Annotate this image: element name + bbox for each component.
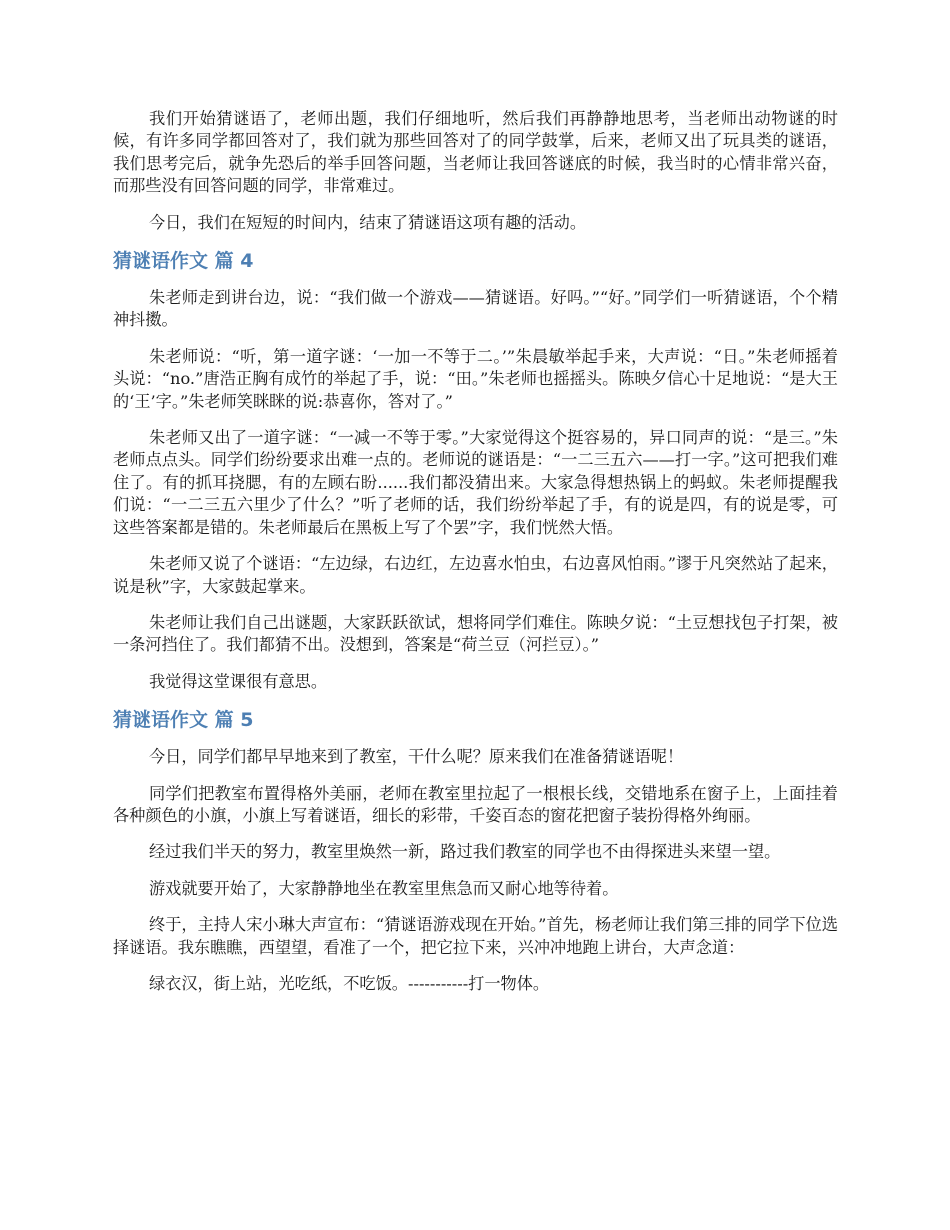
paragraph: 同学们把教室布置得格外美丽，老师在教室里拉起了一根根长线，交错地系在窗子上，上面挂着各种颜色的小旗，小旗上写着谜语，细长的彩带，千姿百态的窗花把窗子装扮得格外绚丽。: [113, 783, 838, 825]
paragraph: 朱老师又说了个谜语：“左边绿，右边红，左边喜水怕虫，右边喜风怕雨。”谬于凡突然站了起来，说是秋”字，大家鼓起掌来。: [113, 554, 838, 596]
paragraph: 我觉得这堂课很有意思。: [149, 671, 328, 691]
paragraph: 经过我们半天的努力，教室里焕然一新，路过我们教室的同学也不由得探进头来望一望。: [149, 842, 781, 862]
paragraph: 朱老师又出了一道字谜：“一减一不等于零。”大家觉得这个挺容易的，异口同声的说：“是三。”朱老师点点头。同学们纷纷要求出难一点的。老师说的谜语是：“一二三五六——打一字。”这可把我们难住了。有的抓耳挠腮，有的左顾右盼......我们都没猜出来。大家急得想热锅上的蚂蚁。朱老师提醒我们说：“一二三五六里少了什么？”听了老师的话，我们纷纷举起了手，有的说是四，有的说是零，可这些答案都是错的。朱老师最后在黑板上写了个罢”字，我们恍然大悟。: [113, 428, 838, 537]
paragraph: 我们开始猜谜语了，老师出题，我们仔细地听，然后我们再静静地思考，当老师出动物谜的时候，有许多同学都回答对了，我们就为那些回答对了的同学鼓掌，后来，老师又出了玩具类的谜语，我们思考完后，就争先恐后的举手回答问题，当老师让我回答谜底的时候，我当时的心情非常兴奋，而那些没有回答问题的同学，非常难过。: [113, 109, 838, 196]
section-heading-5: 猜谜语作文 篇 5: [113, 709, 254, 732]
paragraph: 今日，同学们都早早地来到了教室，干什么呢？原来我们在准备猜谜语呢！: [149, 747, 684, 767]
paragraph: 朱老师走到讲台边，说：“我们做一个游戏——猜谜语。好吗。”“好。”同学们一听猜谜语，个个精神抖擞。: [113, 288, 838, 330]
section-heading-4: 猜谜语作文 篇 4: [113, 250, 254, 273]
paragraph: 朱老师说：“听，第一道字谜：‘一加一不等于二。’”朱晨敏举起手来，大声说：“日。”朱老师摇着头说：“no.”唐浩正胸有成竹的举起了手，说：“田。”朱老师也摇摇头。陈映夕信心十足地说：“是大王的‘王’字。”朱老师笑眯眯的说:恭喜你，答对了。”: [113, 346, 838, 411]
paragraph: 终于，主持人宋小琳大声宣布：“猜谜语游戏现在开始。”首先，杨老师让我们第三排的同学下位选择谜语。我东瞧瞧，西望望，看准了一个，把它拉下来，兴冲冲地跑上讲台，大声念道：: [113, 915, 838, 957]
paragraph: 绿衣汉，街上站，光吃纸，不吃饭。-----------打一物体。: [149, 973, 550, 993]
paragraph: 今日，我们在短短的时间内，结束了猜谜语这项有趣的活动。: [149, 212, 587, 232]
paragraph: 朱老师让我们自己出谜题，大家跃跃欲试，想将同学们难住。陈映夕说：“土豆想找包子打架，被一条河挡住了。我们都猜不出。没想到，答案是“荷兰豆（河拦豆）。”: [113, 612, 838, 655]
paragraph: 游戏就要开始了，大家静静地坐在教室里焦急而又耐心地等待着。: [149, 878, 619, 898]
